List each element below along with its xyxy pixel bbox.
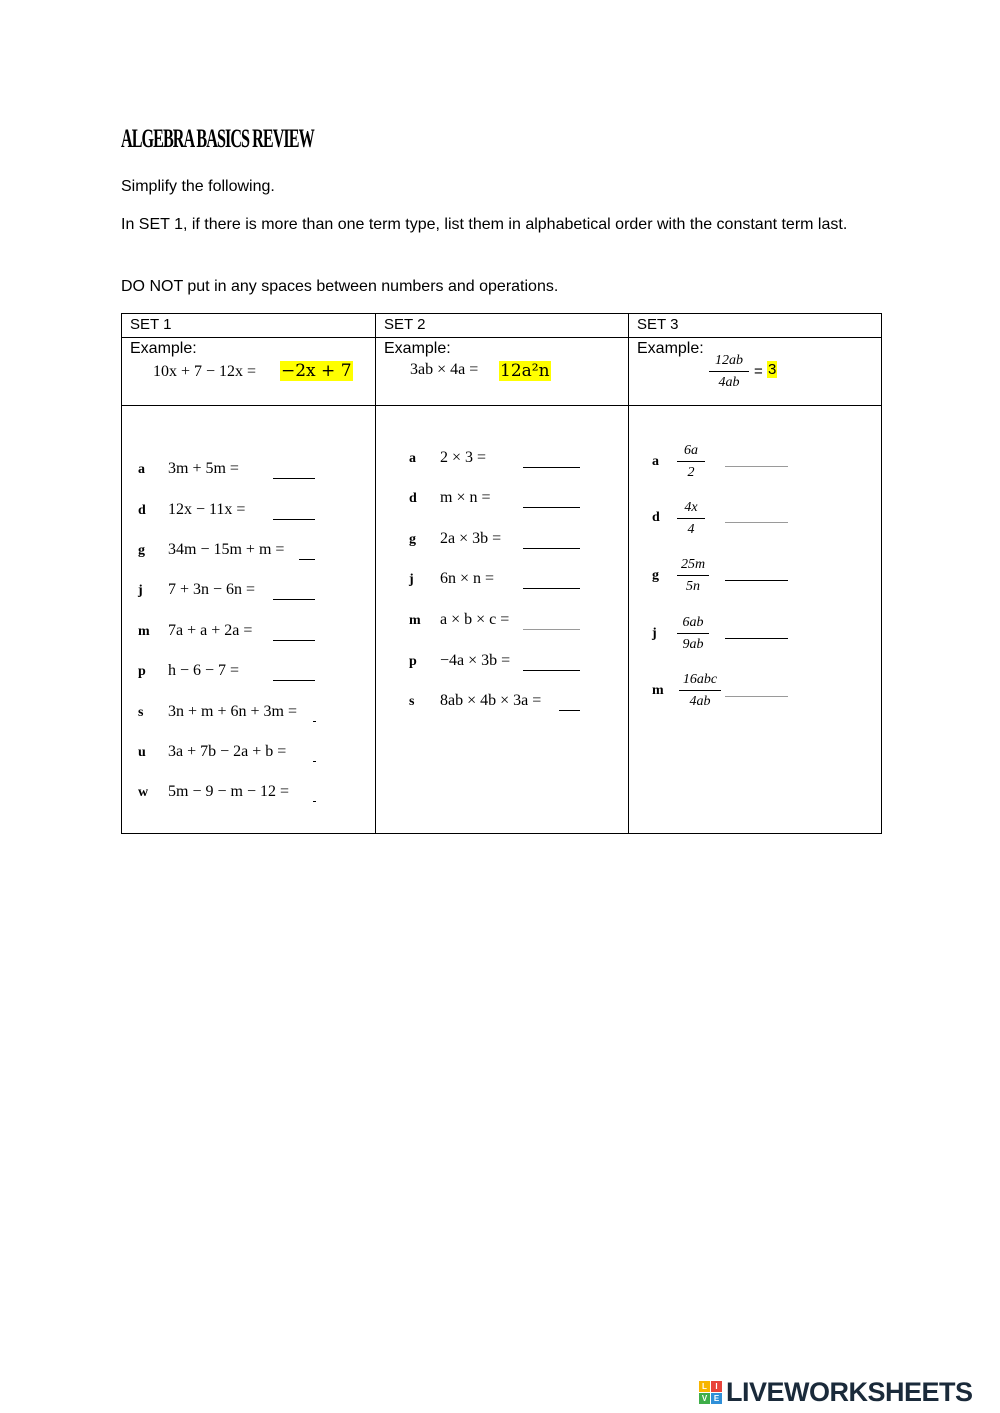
answer-blank[interactable] xyxy=(725,638,788,639)
item-label: a xyxy=(138,462,145,477)
column-divider xyxy=(628,314,629,833)
set1-header: SET 1 xyxy=(130,316,172,333)
item-label: m xyxy=(409,613,421,628)
item-label: p xyxy=(138,664,146,679)
item-expression: 3a + 7b − 2a + b = xyxy=(168,743,287,760)
fraction-bar xyxy=(677,518,705,519)
item-fraction xyxy=(677,499,705,538)
answer-blank[interactable] xyxy=(725,522,788,523)
item-label: d xyxy=(409,491,417,506)
item-expression: a × b × c = xyxy=(440,611,510,628)
set2-example-label: Example: xyxy=(384,340,451,357)
item-expression: 12x − 11x = xyxy=(168,501,246,518)
fraction-denominator: 2 xyxy=(687,465,695,480)
answer-blank[interactable] xyxy=(725,466,788,467)
set1-example-label: Example: xyxy=(130,340,197,357)
row-divider xyxy=(122,337,881,338)
page-title: ALGEBRA BASICS REVIEW xyxy=(121,124,314,153)
set2-example-answer: 12a²n xyxy=(500,361,550,381)
column-divider xyxy=(375,314,376,833)
item-label: g xyxy=(138,543,145,558)
fraction-bar xyxy=(677,575,709,576)
item-expression: m × n = xyxy=(440,489,491,506)
answer-blank[interactable] xyxy=(523,548,580,549)
fraction-numerator: 4x xyxy=(684,500,698,515)
instruction-simplify: Simplify the following. xyxy=(121,178,275,195)
item-label: p xyxy=(409,654,417,669)
row-divider xyxy=(122,405,881,406)
item-label: s xyxy=(138,705,144,720)
item-label: m xyxy=(652,683,664,698)
answer-blank[interactable] xyxy=(523,670,580,671)
fraction-denominator: 5n xyxy=(686,579,700,594)
instruction-order: In SET 1, if there is more than one term type, list them in alphabetical order with the constant term last. xyxy=(121,216,848,233)
set3-example-label: Example: xyxy=(637,340,704,357)
item-expression: 3n + m + 6n + 3m = xyxy=(168,703,297,720)
item-label: j xyxy=(652,626,657,641)
answer-blank[interactable] xyxy=(523,467,580,468)
fraction-bar xyxy=(679,690,721,691)
answer-blank[interactable] xyxy=(559,710,580,711)
exercise-table xyxy=(121,313,882,834)
answer-blank[interactable] xyxy=(313,801,316,802)
answer-blank[interactable] xyxy=(523,588,580,589)
item-expression: 5m − 9 − m − 12 = xyxy=(168,783,289,800)
item-expression: 2 × 3 = xyxy=(440,449,487,466)
item-fraction xyxy=(677,556,709,595)
set3-example-fraction xyxy=(709,352,749,391)
item-expression: 7a + a + 2a = xyxy=(168,622,253,639)
fraction-numerator: 6ab xyxy=(682,615,704,630)
logo-letter: I xyxy=(711,1381,722,1392)
set3-example-equals: = xyxy=(754,363,763,380)
fraction-denominator: 4 xyxy=(687,522,695,537)
logo-letter: V xyxy=(699,1393,710,1404)
item-label: w xyxy=(138,785,149,800)
set2-example-expression: 3ab × 4a = xyxy=(410,361,479,378)
set2-header: SET 2 xyxy=(384,316,426,333)
fraction-denominator: 4ab xyxy=(718,375,740,390)
answer-blank[interactable] xyxy=(299,559,315,560)
item-label: s xyxy=(409,694,415,709)
item-label: d xyxy=(138,503,146,518)
item-expression: 6n × n = xyxy=(440,570,495,587)
fraction-denominator: 4ab xyxy=(689,694,711,709)
item-expression: 34m − 15m + m = xyxy=(168,541,285,558)
fraction-numerator: 25m xyxy=(680,557,706,572)
answer-blank[interactable] xyxy=(523,629,580,630)
answer-blank[interactable] xyxy=(725,696,788,697)
fraction-denominator: 9ab xyxy=(682,637,704,652)
set1-example-answer: −2x + 7 xyxy=(281,361,352,381)
item-expression: h − 6 − 7 = xyxy=(168,662,240,679)
item-expression: 3m + 5m = xyxy=(168,460,239,477)
item-expression: 2a × 3b = xyxy=(440,530,502,547)
fraction-numerator: 16abc xyxy=(682,672,718,687)
item-label: u xyxy=(138,745,146,760)
answer-blank[interactable] xyxy=(523,507,580,508)
instruction-spaces: DO NOT put in any spaces between numbers and operations. xyxy=(121,278,559,295)
fraction-bar xyxy=(709,371,749,372)
answer-blank[interactable] xyxy=(273,478,315,479)
fraction-bar xyxy=(677,461,705,462)
set3-example-answer: 3 xyxy=(768,361,777,378)
item-label: g xyxy=(409,532,416,547)
item-fraction xyxy=(677,614,709,653)
logo-letter: E xyxy=(711,1393,722,1404)
answer-blank[interactable] xyxy=(273,680,315,681)
set3-header: SET 3 xyxy=(637,316,679,333)
fraction-numerator: 12ab xyxy=(715,353,743,368)
item-expression: 7 + 3n − 6n = xyxy=(168,581,256,598)
answer-blank[interactable] xyxy=(725,580,788,581)
answer-blank[interactable] xyxy=(273,640,315,641)
item-fraction xyxy=(679,671,721,710)
item-label: a xyxy=(409,451,416,466)
answer-blank[interactable] xyxy=(313,761,316,762)
set1-example-expression: 10x + 7 − 12x = xyxy=(153,363,257,380)
item-label: a xyxy=(652,454,659,469)
item-label: j xyxy=(138,583,143,598)
item-label: m xyxy=(138,624,150,639)
item-expression: 8ab × 4b × 3a = xyxy=(440,692,542,709)
item-label: d xyxy=(652,510,660,525)
logo-icon xyxy=(699,1381,723,1405)
answer-blank[interactable] xyxy=(273,519,315,520)
item-expression: −4a × 3b = xyxy=(440,652,511,669)
item-label: g xyxy=(652,568,659,583)
answer-blank[interactable] xyxy=(273,599,315,600)
fraction-bar xyxy=(677,633,709,634)
logo-text: LIVEWORKSHEETS xyxy=(726,1377,973,1407)
fraction-numerator: 6a xyxy=(684,443,698,458)
item-fraction xyxy=(677,442,705,481)
answer-blank[interactable] xyxy=(313,721,316,722)
logo-letter: L xyxy=(699,1381,710,1392)
item-label: j xyxy=(409,572,414,587)
